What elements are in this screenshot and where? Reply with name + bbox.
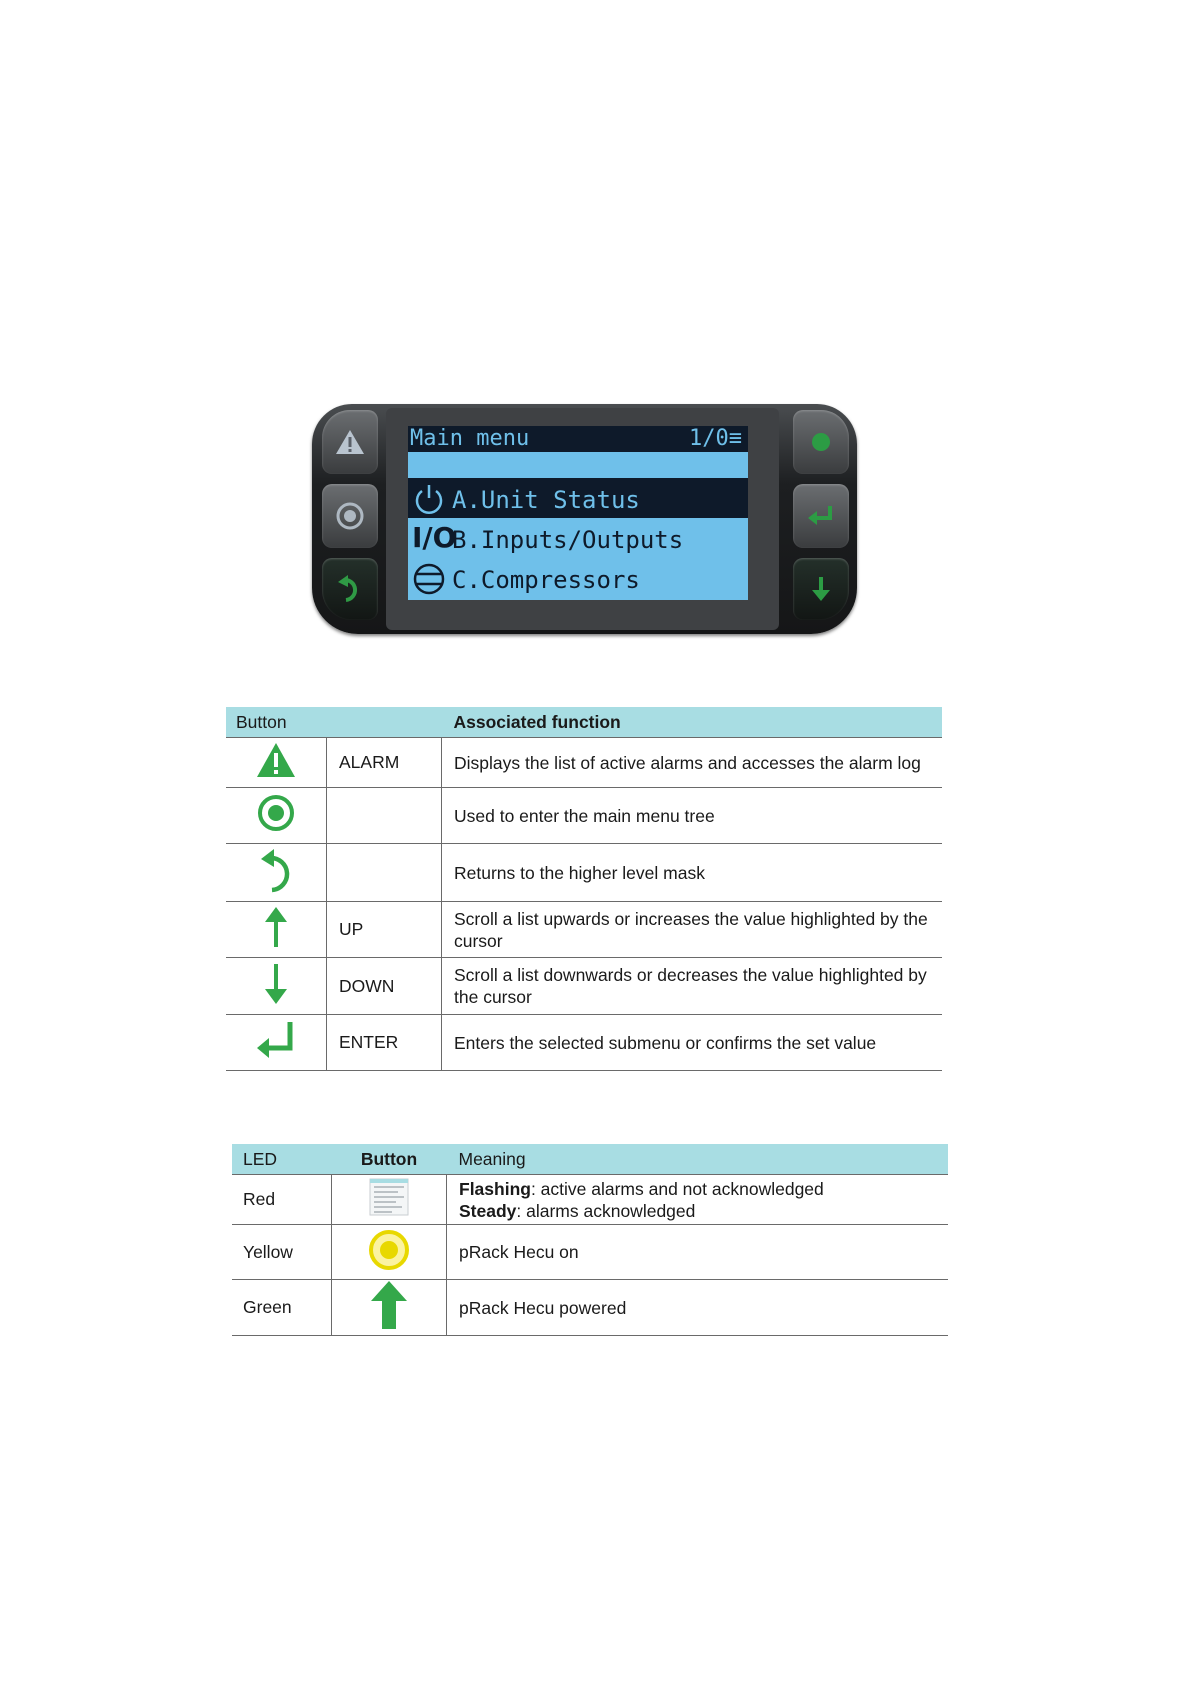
lcd-screen <box>408 426 748 600</box>
button-function: Used to enter the main menu tree <box>442 788 943 844</box>
table-row <box>232 1280 948 1336</box>
enter-icon <box>255 1020 297 1060</box>
button-function: Enters the selected submenu or confirms the set value <box>442 1015 943 1071</box>
compressor-icon <box>412 562 448 596</box>
table-header-row <box>226 707 942 738</box>
led-button-cell <box>332 1280 447 1336</box>
header-led: LED <box>232 1144 332 1175</box>
meaning-text: : alarms acknowledged <box>516 1200 696 1221</box>
down-arrow-icon <box>811 576 831 602</box>
button-name: DOWN <box>327 958 442 1015</box>
alarm-button-thumbnail-icon <box>368 1177 410 1217</box>
lcd-header <box>408 426 748 452</box>
header-button: Button <box>226 707 442 738</box>
button-function: Displays the list of active alarms and accesses the alarm log <box>442 738 943 788</box>
button-icon-cell <box>226 788 327 844</box>
alarm-key[interactable] <box>322 410 378 474</box>
menu-item-inputs-outputs[interactable] <box>408 518 748 558</box>
header-button: Button <box>332 1144 447 1175</box>
led-meaning-table <box>232 1144 948 1336</box>
esc-return-icon <box>256 846 296 894</box>
prg-circle-icon <box>256 793 296 833</box>
led-button-cell <box>332 1225 447 1280</box>
table-row <box>226 902 942 958</box>
esc-return-icon <box>336 574 364 604</box>
meaning-keyword: Steady <box>459 1200 517 1221</box>
meaning-keyword: Flashing <box>459 1178 531 1199</box>
menu-item-label: A.Unit Status <box>452 486 640 514</box>
header-associated-function: Associated function <box>442 707 943 738</box>
led-color: Green <box>232 1280 332 1336</box>
button-icon-cell <box>226 738 327 788</box>
meaning-text: : active alarms and not acknowledged <box>530 1178 824 1199</box>
button-function: Returns to the higher level mask <box>442 844 943 902</box>
button-name: UP <box>327 902 442 958</box>
led-button-cell <box>332 1175 447 1225</box>
table-row <box>232 1225 948 1280</box>
button-function: Scroll a list upwards or increases the value highlighted by the cursor <box>442 902 943 958</box>
table-row <box>226 788 942 844</box>
table-row <box>232 1175 948 1225</box>
led-color: Yellow <box>232 1225 332 1280</box>
button-name <box>327 844 442 902</box>
table-row <box>226 958 942 1015</box>
button-name: ENTER <box>327 1015 442 1071</box>
menu-title: Main menu <box>410 426 530 451</box>
up-arrow-icon <box>264 906 288 948</box>
enter-icon <box>807 504 835 528</box>
prg-circle-icon <box>335 501 365 531</box>
menu-item-unit-status[interactable] <box>408 478 748 518</box>
up-led-icon <box>810 431 832 453</box>
io-icon: I/O <box>412 521 457 554</box>
alarm-triangle-icon <box>335 429 365 455</box>
button-icon-cell <box>226 1015 327 1071</box>
menu-item-label: C.Compressors <box>452 566 640 594</box>
button-function: Scroll a list downwards or decreases the value highlighted by the cursor <box>442 958 943 1015</box>
led-meaning: pRack Hecu powered <box>447 1280 949 1336</box>
button-functions-table <box>226 707 942 1071</box>
control-terminal <box>312 404 857 634</box>
table-row <box>226 738 942 788</box>
table-header-row <box>232 1144 948 1175</box>
button-icon-cell <box>226 902 327 958</box>
led-meaning <box>447 1175 949 1225</box>
table-row <box>226 1015 942 1071</box>
table-row <box>226 844 942 902</box>
green-up-arrow-icon <box>370 1280 408 1330</box>
power-icon <box>412 482 446 516</box>
led-meaning: pRack Hecu on <box>447 1225 949 1280</box>
button-name <box>327 788 442 844</box>
button-name: ALARM <box>327 738 442 788</box>
led-color: Red <box>232 1175 332 1225</box>
esc-key[interactable] <box>322 558 378 620</box>
up-key[interactable] <box>793 410 849 474</box>
button-icon-cell <box>226 844 327 902</box>
menu-item-label: B.Inputs/Outputs <box>452 526 684 554</box>
alarm-triangle-icon <box>256 742 296 778</box>
down-key[interactable] <box>793 558 849 620</box>
prg-yellow-circle-icon <box>368 1229 410 1271</box>
down-arrow-icon <box>264 963 288 1005</box>
enter-key[interactable] <box>793 484 849 548</box>
header-meaning: Meaning <box>447 1144 949 1175</box>
menu-page-indicator: 1/0≡ <box>689 426 742 451</box>
prg-key[interactable] <box>322 484 378 548</box>
button-icon-cell <box>226 958 327 1015</box>
menu-item-compressors[interactable] <box>408 558 748 598</box>
